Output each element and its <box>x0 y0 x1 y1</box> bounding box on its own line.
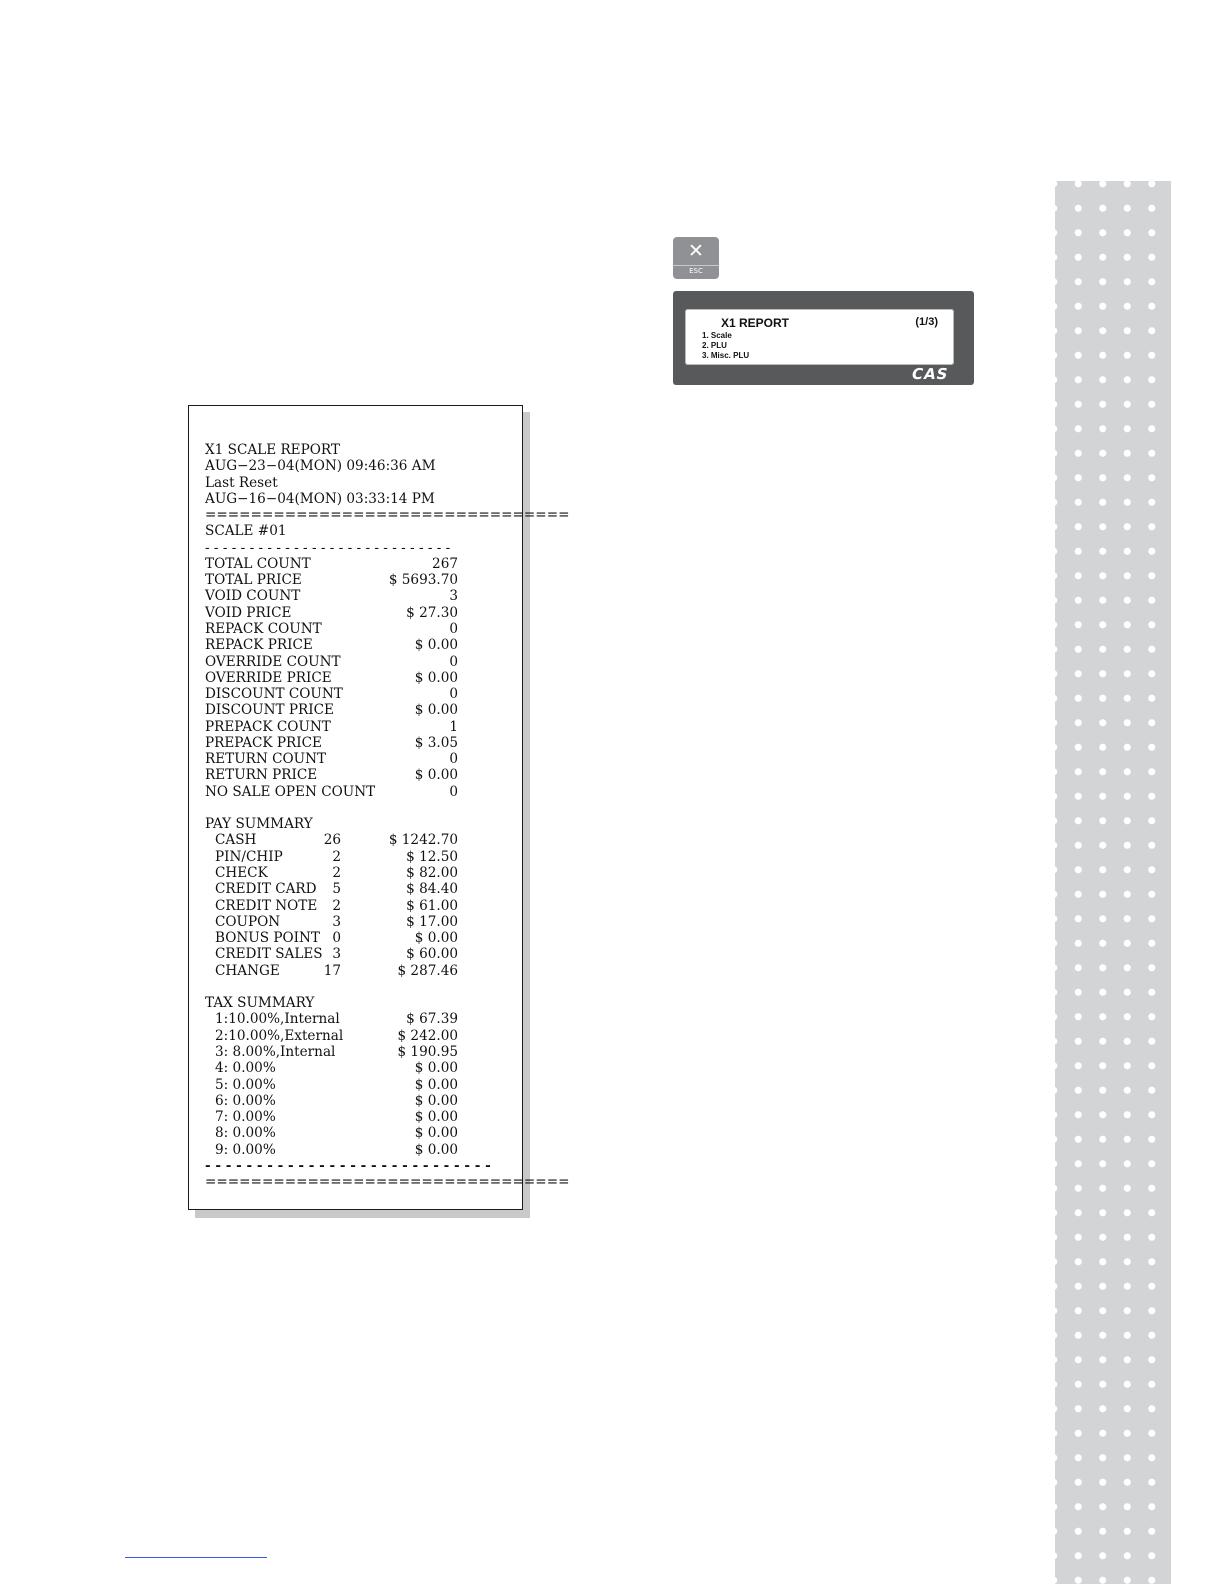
total-label: TOTAL COUNT <box>205 555 311 572</box>
pay-count: 2 <box>332 897 341 914</box>
display-menu <box>702 331 749 361</box>
display-menu-item: 3. Misc. PLU <box>702 351 750 360</box>
tax-value: $ 0.00 <box>414 1076 458 1093</box>
tax-label: 9: 0.00% <box>215 1141 276 1158</box>
pay-label: CHANGE <box>215 962 280 979</box>
receipt-header-line: AUG−16−04(MON) 03:33:14 PM <box>205 490 435 507</box>
pay-value: $ 60.00 <box>406 946 458 963</box>
pay-label: CREDIT SALES <box>215 946 323 963</box>
receipt-header-line: X1 SCALE REPORT <box>205 442 340 458</box>
dotted-side-tab <box>1055 181 1171 1584</box>
pay-count: 2 <box>332 848 341 865</box>
pay-count: 5 <box>332 881 341 898</box>
pay-count: 26 <box>323 832 341 849</box>
pay-label: CREDIT NOTE <box>215 897 318 914</box>
display-screen <box>685 309 954 365</box>
pay-label: CREDIT CARD <box>215 881 317 898</box>
pay-value: $ 12.50 <box>406 848 458 865</box>
total-label: NO SALE OPEN COUNT <box>205 783 376 800</box>
pay-value: $ 84.40 <box>406 881 458 898</box>
tax-value: $ 0.00 <box>414 1109 458 1126</box>
total-label: OVERRIDE PRICE <box>205 669 332 686</box>
pay-value: $ 287.46 <box>397 962 458 979</box>
tax-value: $ 0.00 <box>414 1092 458 1109</box>
total-value: 0 <box>449 620 458 637</box>
total-label: RETURN COUNT <box>205 751 327 768</box>
total-label: PREPACK PRICE <box>205 734 322 751</box>
tax-value: $ 242.00 <box>397 1027 458 1044</box>
footnote-rule <box>125 1557 267 1558</box>
total-value: 0 <box>449 686 458 703</box>
total-value: 0 <box>449 751 458 768</box>
double-separator: ================================ <box>205 1174 570 1191</box>
scale-display <box>673 291 974 385</box>
total-value: 3 <box>449 588 458 605</box>
total-label: REPACK COUNT <box>205 620 322 637</box>
esc-key[interactable] <box>673 237 719 279</box>
total-label: REPACK PRICE <box>205 637 313 654</box>
total-label: PREPACK COUNT <box>205 718 331 735</box>
tax-value: $ 0.00 <box>414 1141 458 1158</box>
double-separator: ================================ <box>205 507 570 524</box>
total-label: VOID PRICE <box>205 604 292 621</box>
tax-value: $ 0.00 <box>414 1060 458 1077</box>
pay-value: $ 1242.70 <box>388 832 458 849</box>
pay-value: $ 82.00 <box>406 865 458 882</box>
display-page-indicator: (1/3) <box>915 316 938 328</box>
total-label: OVERRIDE COUNT <box>205 653 341 670</box>
total-value: $ 3.05 <box>414 734 458 751</box>
single-separator: - - - - - - - - - - - - - - - - - - - - - - - - - - - - <box>205 539 451 556</box>
tax-label: 2:10.00%,External <box>215 1027 344 1044</box>
pay-label: PIN/CHIP <box>215 848 283 865</box>
display-menu-item: 1. Scale <box>702 331 732 340</box>
bold-separator: - - - - - - - - - - - - - - - - - - - - - - - - - - - - <box>205 1157 491 1174</box>
pay-summary-title: PAY SUMMARY <box>205 816 313 833</box>
cas-logo: CAS <box>909 365 950 383</box>
total-value: 1 <box>449 718 458 735</box>
esc-key-label: ESC <box>689 267 703 275</box>
scale-label: SCALE #01 <box>205 523 287 540</box>
pay-count: 17 <box>323 962 341 979</box>
total-value: $ 0.00 <box>414 702 458 719</box>
pay-label: BONUS POINT <box>215 930 320 947</box>
tax-value: $ 190.95 <box>397 1043 458 1060</box>
total-label: TOTAL PRICE <box>205 572 302 589</box>
receipt-header-line: Last Reset <box>205 474 278 491</box>
total-value: 267 <box>432 555 458 572</box>
total-value: $ 27.30 <box>406 604 458 621</box>
tax-label: 6: 0.00% <box>215 1092 276 1109</box>
total-value: $ 0.00 <box>414 637 458 654</box>
pay-count: 3 <box>332 913 341 930</box>
tax-label: 5: 0.00% <box>215 1076 276 1093</box>
total-value: 0 <box>449 783 458 800</box>
tax-summary-title: TAX SUMMARY <box>205 995 315 1012</box>
total-value: $ 0.00 <box>414 767 458 784</box>
total-value: $ 0.00 <box>414 669 458 686</box>
key-divider <box>673 265 719 266</box>
pay-count: 2 <box>332 865 341 882</box>
display-title: X1 REPORT <box>721 316 790 330</box>
tax-value: $ 67.39 <box>406 1011 458 1028</box>
display-menu-item: 2. PLU <box>702 341 727 350</box>
tax-label: 4: 0.00% <box>215 1060 276 1077</box>
pay-count: 0 <box>332 930 341 947</box>
tax-value: $ 0.00 <box>414 1125 458 1142</box>
pay-label: CHECK <box>215 865 268 882</box>
total-label: DISCOUNT PRICE <box>205 702 334 719</box>
total-value: 0 <box>449 653 458 670</box>
total-label: VOID COUNT <box>205 588 301 605</box>
tax-label: 7: 0.00% <box>215 1109 276 1126</box>
pay-value: $ 61.00 <box>406 897 458 914</box>
tax-label: 8: 0.00% <box>215 1125 276 1142</box>
total-label: DISCOUNT COUNT <box>205 686 343 703</box>
pay-count: 3 <box>332 946 341 963</box>
tax-label: 1:10.00%,Internal <box>215 1011 340 1028</box>
total-value: $ 5693.70 <box>388 572 458 589</box>
total-label: RETURN PRICE <box>205 767 318 784</box>
receipt-header-line: AUG−23−04(MON) 09:46:36 AM <box>205 458 436 475</box>
pay-label: CASH <box>215 832 257 849</box>
pay-label: COUPON <box>215 913 281 930</box>
close-icon: ✕ <box>688 240 704 262</box>
pay-value: $ 17.00 <box>406 913 458 930</box>
pay-value: $ 0.00 <box>414 930 458 947</box>
tax-label: 3: 8.00%,Internal <box>215 1043 336 1060</box>
